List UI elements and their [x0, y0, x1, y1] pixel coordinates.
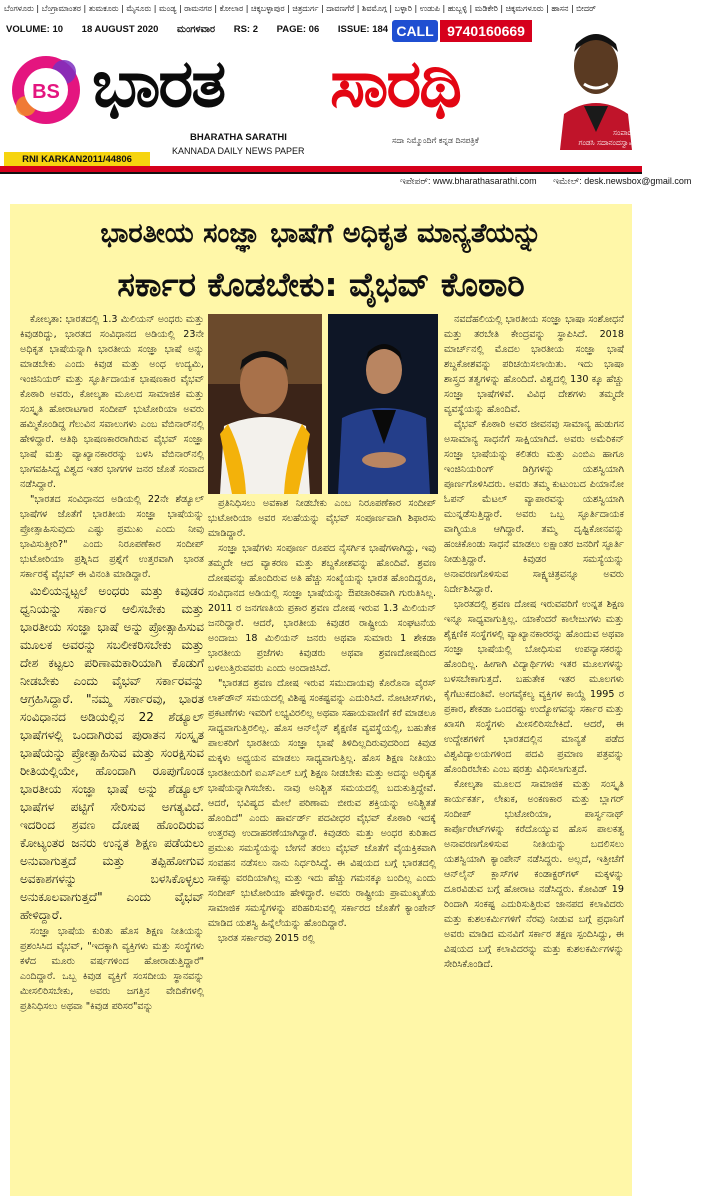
masthead-name-en: BHARATHA SARATHI	[190, 132, 287, 143]
paragraph: "ಭಾರತದ ಶ್ರವಣ ದೋಷ ಇರುವ ಸಮುದಾಯವು ಕೊರೊನಾ ವೈರಸ್ ಲಾಕ್‌ಡೌನ್ ಸಮಯದಲ್ಲಿ ವಿಶಿಷ್ಟ ಸಂಕಷ್ಟವನ್ನು ಎದುರಿಸಿದೆ. ನೋಟೀಸ್‌ಗಳು, ಪ್ರಕಟಣೆಗಳು ಇವರಿಗೆ ಲಭ್ಯವಿರಲಿಲ್ಲ ಅಥವಾ ಸಹಾಯವಾಣಿಗೆ ಕರೆ ಮಾಡಲೂ ಸಾಧ್ಯವಾಗುತ್ತಿರಲಿಲ್ಲ. ಹೊಸ ಆನ್‌ಲೈನ್ ಶೈಕ್ಷಣಿಕ ವ್ಯವಸ್ಥೆಯಲ್ಲಿ, ಬಹುತೇಕ ಪಾಲಕರಿಗೆ ಭಾರತೀಯ ಸಂಜ್ಞಾ ಭಾಷೆ ತಿಳಿದಿಲ್ಲದಿರುವುದರಿಂದ ಕಿವುಡ ಮಕ್ಕಳು ಅಧ್ಯಯನ ಮಾಡಲು ಸಾಧ್ಯವಾಗುತ್ತಿಲ್ಲ. ಹೊಸ ಶಿಕ್ಷಣ ನೀತಿಯು ಭಾರತೀಯರಿಗೆ ಐಎಸ್‌ಎಲ್ ಬಗ್ಗೆ ಶಿಕ್ಷಣ ನೀಡಬೇಕು ಮತ್ತು ಅದನ್ನು ಅಧಿಕೃತ ಭಾಷೆಯನ್ನಾಗಿಸಬೇಕು. ನಾವು ಅನಿಶ್ಚಿತ ಸಮಯದಲ್ಲಿ ಬದುಕುತ್ತಿದ್ದೇವೆ. ಆದರೆ, ಭವಿಷ್ಯದ ಮೇಲೆ ಪರಿಣಾಮ ಬೀರುವ ಶಕ್ತಿಯನ್ನು ಅನಿಶ್ಚಿತತೆ ಹೊಂದಿದೆ" ಎಂದು ಹಾರ್ವರ್ಡ್ ಪದವೀಧರ ವೈಭವ್ ಕೊಠಾರಿ ಇದಕ್ಕೆ ಉತ್ತರವು ಉದಾಹರಣೆಯಾಗಿದ್ದಾರೆ. ಕಿವುಡರು ಮತ್ತು ಅಂಧರ ಕುರಿತಾದ ಪ್ರಮುಖ ಸಮಸ್ಯೆಯನ್ನು ಬೇಗನೆ ತರಲು ವೈಭವ್ ಜೊತೆಗೆ ವೈಯಕ್ತಿಕವಾಗಿ ಸಂವಹನ ನಡೆಸಲು ನಾನು ನಿರ್ಧರಿಸಿದ್ದೆ. ಈ ವಿಷಯದ ಬಗ್ಗೆ ಭಾರತದಲ್ಲಿ ಸಾಕಷ್ಟು ವರದಿಯಾಗಿಲ್ಲ ಮತ್ತು ಇದು ಹೆಚ್ಚು ಗಮನಕ್ಕೂ ಬಂದಿಲ್ಲ ಎಂದು ಸಂದೀಪ್ ಭುಟೋರಿಯಾ ಹೇಳಿದ್ದಾರೆ. ಅವರು ರಾಷ್ಟ್ರೀಯ ಪ್ರಾಮುಖ್ಯತೆಯ ಸಾಮಾಜಿಕ ಸಮಸ್ಯೆಗಳನ್ನು ಪರಿಹರಿಸುವಲ್ಲಿ ಸರ್ಕಾರದ ಜೊತೆಗೆ ಕ್ಯಾಂಪೇನ್ ಮಾಡಿದ ಯಶಸ್ವಿ ಹಿನ್ನೆಲೆಯನ್ನು ಹೊಂದಿದ್ದಾರೆ.	[208, 678, 436, 929]
highlight-paragraph: ಮಿಲಿಯನ್ನಟ್ಟಲೆ ಅಂಧರು ಮತ್ತು ಕಿವುಡರ ಧ್ವನಿಯನ್ನು ಸರ್ಕಾರ ಆಲಿಸಬೇಕು ಮತ್ತು ಭಾರತೀಯ ಸಂಜ್ಞಾ ಭಾಷೆ ಅನ್ನು ಪ್ರೋತ್ಸಾಹಿಸುವ ಮೂಲಕ ಅವರನ್ನು ಸಬಲೀಕರಿಸಬೇಕು ಮತ್ತು ದೇಶ ಕಟ್ಟಲು ಪರಿಣಾಮಕಾರಿಯಾಗಿ ಕೊಡುಗೆ ನೀಡಬೇಕು ಎಂದು ವೈಭವ್ ಸರ್ಕಾರವನ್ನು ಆಗ್ರಹಿಸಿದ್ದಾರೆ. "ನಮ್ಮ ಸರ್ಕಾರವು, ಭಾರತ ಸಂವಿಧಾನದ ಅಡಿಯಲ್ಲಿನ 22 ಶೆಡ್ಯೂಲ್ ಭಾಷೆಗಳಲ್ಲಿ ಒಂದಾಗಿರುವ ಪುರಾತನ ಸಂಸ್ಕೃತ ಭಾಷೆಯನ್ನು ಪ್ರೋತ್ಸಾಹಿಸುವ ಮತ್ತು ಸಂರಕ್ಷಿಸುವ ರೀತಿಯಲ್ಲಿಯೇ, ಹೊಂದಾಗಿ ರೂಪುಗೊಂಡ ಭಾರತೀಯ ಸಂಜ್ಞಾ ಭಾಷೆ ಅನ್ನು ಶೆಡ್ಯೂಲ್ ಭಾಷೆಗಳ ಪಟ್ಟಿಗೆ ಸೇರಿಸುವ ಅಗತ್ಯವಿದೆ. ಇದರಿಂದ ಶ್ರವಣ ದೋಷ ಹೊಂದಿರುವ ಕೋಟ್ಯಂತರ ಜನರು ಉನ್ನತ ಶಿಕ್ಷಣ ಪಡೆಯಲು ಅನುವಾಗುತ್ತದೆ ಮತ್ತು ತಪ್ಪಿಹೋಗುವ ಅವಕಾಶಗಳನ್ನು ಬಳಸಿಕೊಳ್ಳಲು ಅನುಕೂಲವಾಗುತ್ತದೆ" ಎಂದು ವೈಭವ್ ಹೇಳಿದ್ದಾರೆ.	[20, 584, 204, 922]
headline-line-2: ಸರ್ಕಾರ ಕೊಡಬೇಕು: ವೈಭವ್ ಕೊಠಾರಿ	[117, 265, 525, 304]
contact-line	[400, 176, 705, 187]
issue-number: ISSUE: 184	[337, 24, 389, 35]
page-number: PAGE: 06	[276, 24, 320, 35]
bs-logo-icon	[4, 44, 88, 128]
paragraph: ಕೋಲ್ಕತಾ ಮೂಲದ ಸಾಮಾಜಿಕ ಮತ್ತು ಸಂಸ್ಕೃತಿ ಕಾರ್ಯಕರ್ತ, ಲೇಖಕ, ಅಂಕಣಕಾರ ಮತ್ತು ಬ್ಲಾಗರ್ ಸಂದೀಪ್ ಭುಟೋರಿಯಾ, ಪಾರ್ಸ್ವನಾಥ್ ಕಾರ್ಪೊರೇಟ್‌ಗಳನ್ನು ಕರೆದೊಯ್ಯುವ ಹೊಸ ಪಾಲಕತ್ವ ಅನಾವರಣಗೊಳಿಸುವ ನೀತಿಯನ್ನು ಬದಲಿಸಲು ಯಶಸ್ವಿಯಾಗಿ ಕ್ಯಾಂಪೇನ್ ನಡೆಸಿದ್ದರು. ಅಲ್ಲದೆ, ಇತ್ತೀಚೆಗೆ ಆನ್‌ಲೈನ್ ಕ್ಲಾಸ್‌ಗಳ ಕಂಡಾಕ್ಟರ್‌ಗಳ್ ಮಕ್ಕಳನ್ನು ದೂರವಿಡುವ ಬಗ್ಗೆ ಹೋರಾಟ ನಡೆಸಿದ್ದರು. ಕೋವಿಡ್ 19 ರಿಂದಾಗಿ ಸಂಕಷ್ಟ ಎದುರಿಸುತ್ತಿರುವ ಜಾನಪದ ಕಲಾವಿದರು ಮತ್ತು ಕುಶಲಕರ್ಮಿಗಳಿಗೆ ನೆರವು ನೀಡುವ ಬಗ್ಗೆ ಪ್ರಧಾನಿಗೆ ಅವರು ಮಾಡಿದ ಮನವಿಗೆ ಸರ್ಕಾರ ತಕ್ಷಣ ಸ್ಪಂದಿಸಿದ್ದು, ಈ ವಿಷಯದ ಬಗ್ಗೆ ಕಲಾವಿದರನ್ನು ಮತ್ತು ಕುಶಲಕರ್ಮಿಗಳನ್ನು ಸೇರಿಸಿಕೊಂಡಿದೆ.	[444, 779, 624, 970]
paragraph: ವೈಭವ್ ಕೊಠಾರಿ ಅವರ ಜೀವನವು ಸಾಮಾನ್ಯ ಹುಡುಗನ ಅಸಾಮಾನ್ಯ ಸಾಧನೆಗೆ ಸಾಕ್ಷಿಯಾಗಿದೆ. ಅವರು ಅಮೆರಿಕನ್ ಸಂಜ್ಞಾ ಭಾಷೆಯನ್ನು ಕಲಿತರು ಮತ್ತು ಎಂಬಿಎ ಹಾಗೂ ಇಂಜಿನಿಯರಿಂಗ್ ಡಿಗ್ರಿಗಳನ್ನು ಯಶಸ್ವಿಯಾಗಿ ಪೂರ್ಣಗೊಳಿಸಿದರು. ಅವರು ತಮ್ಮ ಕುಟುಂಬದ ಪಿಯಾನೋ ಓಪನ್ ಮೆಟಲ್ ವ್ಯಾಪಾರವನ್ನು ಯಶಸ್ವಿಯಾಗಿ ಮುನ್ನಡೆಸುತ್ತಿದ್ದಾರೆ. ಅವರು ಒಬ್ಬ ಸ್ಫೂರ್ತಿದಾಯಕ ವಾಗ್ಮಿಯೂ ಆಗಿದ್ದಾರೆ. ತಮ್ಮ ದೃಷ್ಟಿಕೋನವನ್ನು ಹಂಚಿಕೊಂಡು ಸಾಧನೆ ಮಾಡಲು ಲಕ್ಷಾಂತರ ಜನರಿಗೆ ಸ್ಫೂರ್ತಿ ನೀಡುತ್ತಿದ್ದಾರೆ. ಕಿವುಡರ ಸಮಸ್ಯೆಯನ್ನು ಅನಾವರಣಗೊಳಿಸುವ ಸಾಕ್ಷ್ಯಚಿತ್ರವನ್ನೂ ಅವರು ನಿರ್ದೇಶಿಸಿದ್ದಾರೆ.	[444, 419, 624, 595]
photo-sandeep-bhutoria	[208, 314, 322, 494]
paragraph: "ಭಾರತದ ಸಂವಿಧಾನದ ಅಡಿಯಲ್ಲಿ 22ನೇ ಶೆಡ್ಯೂಲ್ ಭಾಷೆಗಳ ಜೊತೆಗೆ ಭಾರತೀಯ ಸಂಜ್ಞಾ ಭಾಷೆಯನ್ನು ಪ್ರೋತ್ಸಾಹಿಸುವುದು ಎಷ್ಟು ಪ್ರಮುಖ ಎಂದು ನೀವು ಭಾವಿಸುತ್ತೀರಿ?" ಎಂದು ನಿರೂಪಣೆಕಾರ ಸಂದೀಪ್ ಭುಟೋರಿಯಾ ಪ್ರಶ್ನಿಸಿದ ಪ್ರಶ್ನೆಗೆ ಉತ್ತರವಾಗಿ ಭಾರತ ಸರ್ಕಾರಕ್ಕೆ ವೈಭವ್ ಈ ವಿನಂತಿ ಮಾಡಿದ್ದಾರೆ.	[20, 494, 204, 580]
price: RS: 2	[233, 24, 259, 35]
masthead-type-en: KANNADA DAILY NEWS PAPER	[172, 146, 305, 156]
paragraph: ಭಾರತದಲ್ಲಿ ಶ್ರವಣ ದೋಷ ಇರುವವರಿಗೆ ಉನ್ನತ ಶಿಕ್ಷಣ ಇನ್ನೂ ಸಾಧ್ಯವಾಗುತ್ತಿಲ್ಲ. ಯಾಕೆಂದರೆ ಕಾಲೇಜುಗಳು ಮತ್ತು ಶೈಕ್ಷಣಿಕ ಸಂಸ್ಥೆಗಳಲ್ಲಿ ವ್ಯಾಖ್ಯಾನಕಾರರನ್ನು ಹೊಂದುವ ಅಥವಾ ಸಂಜ್ಞಾ ಭಾಷೆಯಲ್ಲಿ ಬೋಧಿಸುವ ಉಪನ್ಯಾಸಕರನ್ನು ಹೊಂದಿಲ್ಲ. ಹೀಗಾಗಿ ವಿದ್ಯಾರ್ಥಿಗಳು ಇತರ ಮೂಲಗಳನ್ನು ಬಳಸಬೇಕಾಗುತ್ತದೆ. ಬಹುತೇಕ ಇತರ ಮೂಲಗಳು ಕೈಗೆಟುಕದಂತಿವೆ. ಅಂಗವೈಕಲ್ಯ ವ್ಯಕ್ತಿಗಳ ಕಾಯ್ದೆ 1995 ರ ಪ್ರಕಾರ, ಶೇಕಡಾ ಒಂದರಷ್ಟು ಉದ್ಯೋಗವನ್ನು ಸರ್ಕಾರ ಮತ್ತು ಖಾಸಗಿ ಸಂಸ್ಥೆಗಳು ಮೀಸಲಿರಿಸಬೇಕಿದೆ. ಆದರೆ, ಈ ಉದ್ದೇಶಗಳಿಗೆ ಭಾರತದಲ್ಲಿನ ಮಾನ್ಯತೆ ಪಡೆದ ವಿಶ್ವವಿದ್ಯಾಲಯಗಳಿಂದ ಪದವಿ ಪ್ರಮಾಣ ಪತ್ರವನ್ನು ಹೊಂದಿರಬೇಕು ಎಂಬ ಷರತ್ತು ವಿಧಿಸಲಾಗುತ್ತದೆ.	[444, 599, 624, 775]
article-panel	[10, 204, 632, 1196]
headline-line-1: ಭಾರತೀಯ ಸಂಜ್ಞಾ ಭಾಷೆಗೆ ಅಧಿಕೃತ ಮಾನ್ಯತೆಯನ್ನು	[100, 218, 542, 249]
editor-caption	[560, 128, 636, 148]
paragraph: ಪ್ರತಿನಿಧಿಸಲು ಅವಕಾಶ ನೀಡಬೇಕು ಎಂಬ ನಿರೂಪಣೆಕಾರ ಸಂದೀಪ್ ಭುಟೋರಿಯಾ ಅವರ ಸಲಹೆಯನ್ನು ವೈಭವ್ ಸಂಪೂರ್ಣವಾಗಿ ಶಿಫಾರಸು ಮಾಡಿದ್ದಾರೆ.	[208, 498, 436, 539]
logo-text: BS	[32, 81, 60, 103]
districts-bar: ಬೆಂಗಳೂರು | ಬೆಂಗ್ರಾಮಾಂತರ | ತುಮಕೂರು | ಮೈಸೂರು | ಮಂಡ್ಯ | ರಾಮನಗರ | ಕೋಲಾರ | ಚಿಕ್ಕಬಳ್ಳಾಪುರ | ಚಿತ್ರದುರ್ಗ | ದಾವಣಗೆರೆ | ಶಿವಮೊಗ್ಗ | ಬಳ್ಳಾರಿ | ಉಡುಪಿ | ಹುಬ್ಬಳ್ಳಿ | ಮಡಿಕೇರಿ | ಚಿಕ್ಕಮಗಳೂರು | ಹಾಸನ | ಬೀದರ್	[4, 4, 596, 13]
masthead-tagline: ಸದಾ ನಿಮ್ಮೊಂದಿಗೆ ಕನ್ನಡ ದಿನಪತ್ರಿಕೆ	[392, 136, 479, 145]
paragraph: ಸಂಜ್ಞಾ ಭಾಷೆಗಳು ಸಂಪೂರ್ಣ ರೂಪದ ನೈಸರ್ಗಿಕ ಭಾಷೆಗಳಾಗಿದ್ದು, ಇವು ತಮ್ಮದೇ ಆದ ವ್ಯಾಕರಣ ಮತ್ತು ಶಬ್ದಕೋಶವನ್ನು ಹೊಂದಿವೆ. ಶ್ರವಣ ದೋಷವನ್ನು ಹೊಂದಿರುವ ಅತಿ ಹೆಚ್ಚು ಸಂಖ್ಯೆಯನ್ನು ಭಾರತ ಹೊಂದಿದ್ದರೂ, ಸಂವಿಧಾನದ ಅಡಿಯಲ್ಲಿ ಸಂಜ್ಞಾ ಭಾಷೆಯನ್ನು ಔಪಚಾರಿಕವಾಗಿ ಗುರುತಿಸಿಲ್ಲ. 2011 ರ ಜನಗಣತಿಯ ಪ್ರಕಾರ ಶ್ರವಣ ದೋಷ ಇರುವ 1.3 ಮಿಲಿಯನ್ ಜನರಿದ್ದಾರೆ. ಆದರೆ, ಭಾರತೀಯ ಕಿವುಡರ ರಾಷ್ಟ್ರೀಯ ಸಂಘಟನೆಯ ಅಂದಾಜು 18 ಮಿಲಿಯನ್ ಜನರು ಅಥವಾ ಸುಮಾರು 1 ಶೇಕಡಾ ಭಾರತೀಯ ಪ್ರಜೆಗಳು ಕಿವುಡರು ಅಥವಾ ಶ್ರವಣದೋಷದಿಂದ ಬಳಲುತ್ತಿರುವವರು ಎಂದು ಅಂದಾಜಿಸಿದೆ.	[208, 543, 436, 674]
article-column-1	[20, 312, 204, 1192]
email-link[interactable]: ಇಮೇಲ್: desk.newsbox@gmail.com	[553, 176, 692, 186]
website-link[interactable]: ಇಪೇಪರ್: www.bharathasarathi.com	[400, 176, 537, 186]
editor-name: ಗಂಡಸಿ ಸದಾನಂದಸ್ವಾಮಿ	[578, 138, 636, 147]
paragraph: ಕೋಲ್ಕತಾ: ಭಾರತದಲ್ಲಿ 1.3 ಮಿಲಿಯನ್ ಅಂಧರು ಮತ್ತು ಕಿವುಡರಿದ್ದು, ಭಾರತದ ಸಂವಿಧಾನದ ಅಡಿಯಲ್ಲಿ 23ನೇ ಅಧಿಕೃತ ಭಾಷೆಯನ್ನಾಗಿ ಭಾರತೀಯ ಸಂಜ್ಞಾ ಭಾಷೆ ಅನ್ನು ಮಾಡಬೇಕು ಎಂದು ಕಿವುಡ ಮತ್ತು ಅಂಧ ಉದ್ಯಮಿ, ಇಂಜಿನಿಯರ್ ಮತ್ತು ಸ್ಫೂರ್ತಿದಾಯಕ ಭಾಷಣಕಾರ ವೈಭವ್ ಕೊಠಾರಿ ಅವರು, ಕೋಲ್ಕತಾ ಮೂಲದ ಸಾಮಾಜಿಕ ಮತ್ತು ಸಂಸ್ಕೃತಿ ಹೋರಾಟಗಾರ ಸಂದೀಪ್ ಭುಟೋರಿಯಾ ಅವರು ಹಮ್ಮಿಕೊಂಡಿದ್ದ ಗೆಲುವಿನ ಸವಾಲುಗಳು ಎಂಬ ವೆಬಿನಾರ್‌ನಲ್ಲಿ ಹೇಳಿದ್ದಾರೆ. ಆತಿಥಿ ಭಾಷಣಕಾರರಾಗಿರುವ ವೈಭವ್ ಸಂಜ್ಞಾ ಭಾಷೆ ಮತ್ತು ವ್ಯಾಖ್ಯಾನಕಾರರನ್ನು ಬಳಸಿ ವೆಬಿನಾರ್‌ನಲ್ಲಿ ಭಾಗವಹಿಸಿದ್ದ ವಿಶ್ವದ ಇತರ ಭಾಗಗಳ ಜನರ ಜೊತೆ ಸಂವಾದ ನಡೆಸಿದ್ದಾರೆ.	[20, 314, 204, 490]
call-label: CALL	[392, 20, 438, 42]
article-column-2	[208, 496, 436, 1192]
volume: VOLUME: 10	[6, 24, 64, 35]
masthead-title-right: ಸಾರಥಿ	[330, 45, 460, 122]
paragraph: ಭಾರತ ಸರ್ಕಾರವು 2015 ರಲ್ಲಿ	[218, 933, 315, 944]
paragraph: ಸಂಜ್ಞಾ ಭಾಷೆಯ ಕುರಿತು ಹೊಸ ಶಿಕ್ಷಣ ನೀತಿಯನ್ನು ಪ್ರಶಂಸಿಸಿದ ವೈಭವ್, "ಇದಕ್ಕಾಗಿ ವ್ಯಕ್ತಿಗಳು ಮತ್ತು ಸಂಸ್ಥೆಗಳು ಕಳೆದ ಮೂರು ವರ್ಷಗಳಿಂದ ಹೋರಾಡುತ್ತಿದ್ದಾರೆ" ಎಂದಿದ್ದಾರೆ. ಒಬ್ಬ ಕಿವುಡ ವ್ಯಕ್ತಿಗೆ ಸಂಸದೀಯ ಸ್ಥಾನವನ್ನು ಮೀಸಲಿರಿಸಬೇಕು, ಅವರು ಜಗತ್ತಿನ ವೇದಿಕೆಗಳಲ್ಲಿ ಪ್ರತಿನಿಧಿಸಲು ಅಥವಾ "ಕಿವುಡ ಪರಿಸರ"ವನ್ನು	[20, 926, 204, 1012]
article-column-3	[444, 312, 624, 1192]
issue-info	[6, 24, 404, 35]
paragraph: ನವದೆಹಲಿಯಲ್ಲಿ ಭಾರತೀಯ ಸಂಜ್ಞಾ ಭಾಷಾ ಸಂಶೋಧನೆ ಮತ್ತು ತರಬೇತಿ ಕೇಂದ್ರವನ್ನು ಸ್ಥಾಪಿಸಿದೆ. 2018 ಮಾರ್ಚ್‌ನಲ್ಲಿ ಮೊದಲ ಭಾರತೀಯ ಸಂಜ್ಞಾ ಭಾಷೆ ಶಬ್ದಕೋಶವನ್ನು ಪರಿಚಯಿಸಲಾಯಿತು. ಇದು ಭಾಷಾ ಶಾಸ್ತ್ರದ ತತ್ವಗಳನ್ನು ಹೊಂದಿದೆ. ವಿಶ್ವದಲ್ಲಿ 130 ಕ್ಕೂ ಹೆಚ್ಚು ಸಂಜ್ಞಾ ಭಾಷೆಗಳಿವೆ. ವಿವಿಧ ದೇಶಗಳು ತಮ್ಮದೇ ವ್ಯವಸ್ಥೆಯನ್ನು ಹೊಂದಿವೆ.	[444, 314, 624, 415]
masthead-black-rule	[0, 172, 642, 174]
issue-date: 18 AUGUST 2020	[81, 24, 159, 35]
rni-badge: RNI KARKAN2011/44806	[4, 152, 150, 168]
masthead-title-left: ಭಾರತ	[92, 45, 225, 122]
editor-role: ಸಂಪಾದಕ	[613, 128, 636, 137]
photo-vaibhav-kothari	[328, 314, 438, 494]
call-number: 9740160669	[440, 20, 532, 42]
weekday: ಮಂಗಳವಾರ	[177, 24, 216, 35]
